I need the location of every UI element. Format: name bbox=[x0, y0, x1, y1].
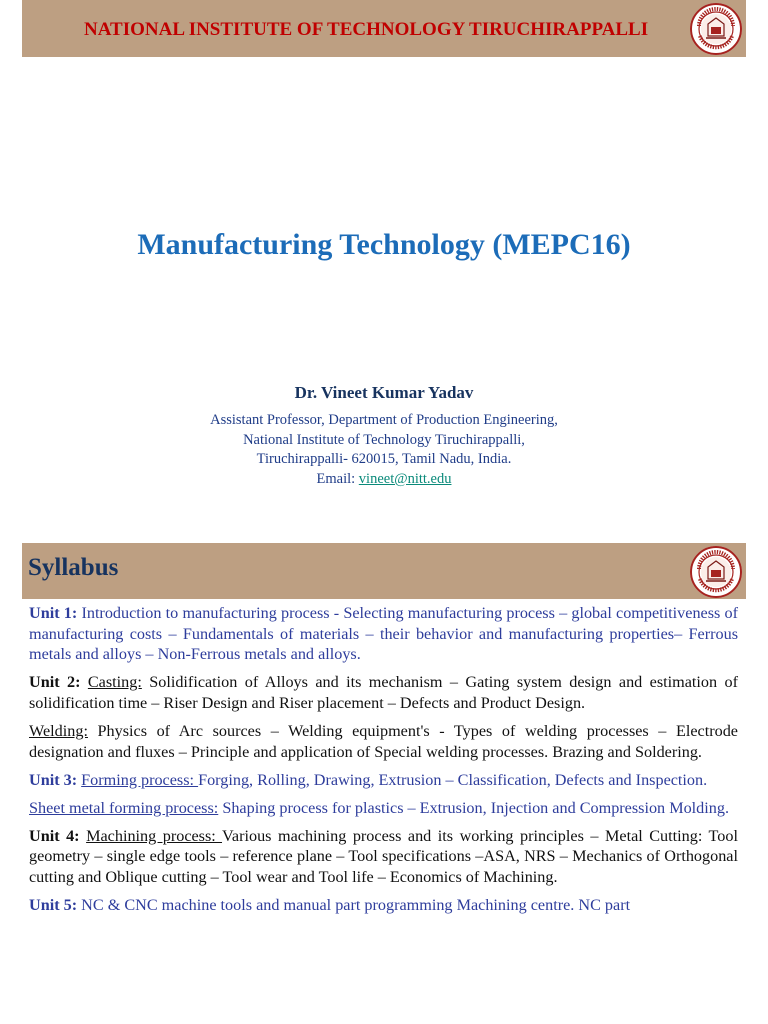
email-label: Email: bbox=[316, 470, 359, 487]
affiliation-line: Tiruchirappalli- 620015, Tamil Nadu, India. bbox=[256, 451, 512, 467]
unit-2-paragraph bbox=[29, 672, 738, 713]
unit-topic: Casting: bbox=[87, 673, 142, 692]
slide-title: Manufacturing Technology (MEPC16) bbox=[137, 228, 631, 261]
syllabus-slide bbox=[0, 540, 768, 1024]
syllabus-content bbox=[29, 603, 738, 923]
unit-topic: Forming process: bbox=[81, 770, 199, 789]
unit-label: Unit 4: bbox=[29, 826, 80, 845]
unit-text: NC & CNC machine tools and manual part programming Machining centre. NC part bbox=[77, 896, 631, 915]
email-link[interactable]: vineet@nitt.edu bbox=[358, 470, 452, 487]
welding-paragraph bbox=[29, 721, 738, 762]
unit-text: Various machining process and its working principles – Metal Cutting: Tool geometry – single edge tools – reference plane – Tool specifications –ASA, NRS – Mechanics of Orthogonal cutting and Oblique cutting – Tool wear and Tool life – Economics of Machining. bbox=[29, 826, 738, 887]
syllabus-title: Syllabus bbox=[28, 554, 119, 581]
affiliation-line: National Institute of Technology Tiruchirappalli, bbox=[243, 431, 525, 448]
unit-label: Unit 5: bbox=[29, 896, 78, 915]
nit-trichy-seal-icon bbox=[689, 545, 743, 599]
unit-text: Forging, Rolling, Drawing, Extrusion – Classification, Defects and Inspection. bbox=[198, 770, 708, 789]
affiliation-line: Assistant Professor, Department of Production Engineering, bbox=[210, 412, 558, 428]
institute-name: NATIONAL INSTITUTE OF TECHNOLOGY TIRUCHIRAPPALLI bbox=[84, 19, 649, 40]
author-affiliation bbox=[0, 411, 768, 489]
unit-topic: Sheet metal forming process: bbox=[29, 798, 219, 817]
unit-topic: Machining process: bbox=[86, 826, 223, 845]
header-banner bbox=[22, 0, 746, 57]
sheet-metal-paragraph bbox=[29, 798, 738, 819]
nit-trichy-seal-icon bbox=[689, 2, 743, 56]
unit-text: Physics of Arc sources – Welding equipment's - Types of welding processes – Electrode designation and fluxes – Principle and application of Special welding processes. Brazing and Soldering. bbox=[29, 721, 738, 761]
unit-1-paragraph bbox=[29, 603, 738, 665]
unit-text: Shaping process for plastics – Extrusion, Injection and Compression Molding. bbox=[218, 798, 730, 817]
unit-text: Introduction to manufacturing process - Selecting manufacturing process – global competitiveness of manufacturing costs – Fundamentals of materials – their behavior and manufacturing properties– Ferrous metals and alloys – Non-Ferrous metals and alloys. bbox=[29, 604, 738, 664]
syllabus-banner bbox=[22, 543, 746, 599]
unit-label: Unit 3: bbox=[29, 770, 78, 789]
unit-label: Unit 1: bbox=[29, 604, 78, 622]
author-name: Dr. Vineet Kumar Yadav bbox=[294, 383, 474, 402]
unit-topic: Welding: bbox=[29, 721, 88, 740]
unit-label: Unit 2: bbox=[29, 673, 81, 692]
unit-text: Solidification of Alloys and its mechanism – Gating system design and estimation of solidification time – Riser Design and Riser placement – Defects and Product Design. bbox=[29, 673, 738, 712]
email-line bbox=[0, 470, 768, 490]
unit-4-paragraph bbox=[29, 826, 738, 888]
unit-5-paragraph bbox=[29, 895, 738, 916]
unit-3-paragraph bbox=[29, 770, 738, 791]
